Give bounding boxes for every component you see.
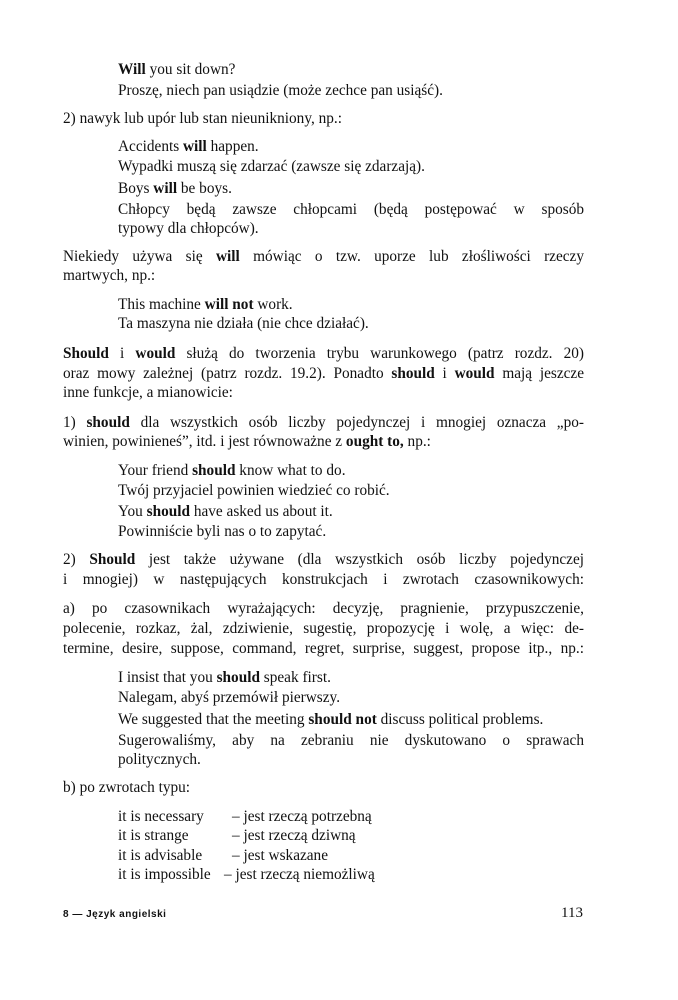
- line-l08: [118, 219, 259, 238]
- text-run: i: [108, 345, 136, 362]
- text-run: np.:: [403, 433, 431, 450]
- text-run: inne funkcje, a mianowicie:: [63, 384, 233, 401]
- text-run: you sit down?: [145, 61, 236, 78]
- phrase-en: it is impossible: [118, 866, 211, 883]
- line-l07: [118, 200, 584, 219]
- text-run: Proszę, niech pan usiądzie (może zechce pan usiąść).: [118, 82, 443, 99]
- footer-signature: 8 — Język angielski: [63, 909, 167, 920]
- text-run: be boys.: [177, 180, 232, 197]
- text-run: know what to do.: [235, 462, 346, 479]
- line-l13: [63, 344, 584, 363]
- line-l19: [118, 481, 390, 500]
- text-run: Chłopcy będą zawsze chłopcami (będą postępować w sposób: [118, 201, 584, 218]
- phrase-en: it is strange: [118, 827, 189, 844]
- line-l03: [63, 109, 342, 128]
- bold-keyword: will: [183, 138, 207, 155]
- line-l32: [63, 778, 190, 797]
- line-l05: [118, 157, 425, 176]
- page-number: 113: [561, 905, 583, 921]
- text-run: Powinniście byli nas o to zapytać.: [118, 523, 327, 540]
- bold-keyword: should: [216, 669, 260, 686]
- text-run: Ta maszyna nie działa (nie chce działać).: [118, 315, 369, 332]
- text-run: 2) nawyk lub upór lub stan nieunikniony, np.:: [63, 110, 342, 127]
- bold-keyword: would: [135, 345, 176, 362]
- bold-keyword: will not: [204, 296, 254, 313]
- text-run: termine, desire, suppose, command, regret, surprise, suggest, propose itp., np.:: [63, 640, 584, 657]
- text-run: mówiąc o tzw. uporze lub złośliwości rzeczy: [239, 248, 584, 265]
- phrase-pl: – jest rzeczą niemożliwą: [224, 866, 375, 883]
- line-l01: [118, 60, 235, 79]
- bold-keyword: will: [153, 180, 178, 197]
- phrase-en: it is advisable: [118, 847, 203, 864]
- bold-keyword: would: [454, 365, 495, 382]
- line-l30: [118, 731, 584, 750]
- text-run: You: [118, 503, 147, 520]
- bold-keyword: should not: [308, 711, 377, 728]
- text-run: dla wszystkich osób liczby pojedynczej i mnogiej oznacza „po-: [129, 414, 584, 431]
- line-l04: [118, 137, 259, 156]
- text-run: b) po zwrotach typu:: [63, 779, 191, 796]
- line-l02: [118, 81, 443, 100]
- text-run: martwych, np.:: [63, 267, 156, 284]
- bold-keyword: will: [215, 248, 240, 265]
- text-run: 1): [63, 414, 87, 431]
- line-l29: [118, 710, 543, 729]
- line-l18: [118, 461, 346, 480]
- text-run: speak first.: [259, 669, 331, 686]
- bold-keyword: should: [86, 414, 130, 431]
- text-run: work.: [253, 296, 293, 313]
- line-l14: [63, 364, 584, 383]
- line-l15: [63, 383, 233, 402]
- line-l20: [118, 502, 333, 521]
- text-run: 2): [63, 551, 90, 568]
- bold-keyword: Should: [89, 551, 136, 568]
- phrase-pl: – jest rzeczą potrzebną: [232, 808, 372, 825]
- phrase-en: it is necessary: [118, 808, 204, 825]
- bold-keyword: Should: [63, 345, 109, 362]
- text-run: mają jeszcze: [494, 365, 584, 382]
- text-run: Accidents: [118, 138, 183, 155]
- line-l24: [63, 599, 584, 618]
- text-run: i: [434, 365, 455, 382]
- line-l12: [118, 314, 369, 333]
- bold-keyword: should: [391, 365, 435, 382]
- text-run: typowy dla chłopców).: [118, 220, 259, 237]
- text-run: Your friend: [118, 462, 193, 479]
- text-run: oraz mowy zależnej (patrz rozdz. 19.2). Ponadto: [63, 365, 392, 382]
- text-run: Niekiedy używa się: [63, 248, 216, 265]
- text-run: winien, powinieneś”, itd. i jest równoważne z: [63, 433, 346, 450]
- text-run: służą do tworzenia trybu warunkowego (patrz rozdz. 20): [175, 345, 584, 362]
- line-l26: [63, 639, 584, 658]
- text-run: politycznych.: [118, 751, 201, 768]
- phrase-pl: – jest rzeczą dziwną: [232, 827, 356, 844]
- text-run: Wypadki muszą się zdarzać (zawsze się zdarzają).: [118, 158, 425, 175]
- text-run: happen.: [206, 138, 259, 155]
- line-l25: [63, 619, 584, 638]
- line-l11: [118, 295, 293, 314]
- text-run: jest także używane (dla wszystkich osób liczby pojedynczej: [135, 551, 584, 568]
- bold-keyword: ought to,: [345, 433, 404, 450]
- text-run: a) po czasownikach wyrażających: decyzję, pragnienie, przypuszczenie,: [63, 600, 584, 617]
- bold-keyword: should: [192, 462, 236, 479]
- text-run: This machine: [118, 296, 205, 313]
- line-l10: [63, 266, 155, 285]
- line-l06: [118, 179, 232, 198]
- text-run: have asked us about it.: [190, 503, 333, 520]
- line-l31: [118, 750, 201, 769]
- text-run: We suggested that the meeting: [118, 711, 309, 728]
- line-l23: [63, 570, 584, 589]
- text-run: discuss political problems.: [376, 711, 544, 728]
- text-run: polecenie, rozkaz, żal, zdziwienie, sugestię, propozycję i wolę, a więc: de-: [63, 620, 584, 637]
- line-l09: [63, 247, 584, 266]
- line-l16: [63, 413, 584, 432]
- bold-keyword: Will: [118, 61, 146, 78]
- phrase-pl: – jest wskazane: [232, 847, 328, 864]
- text-run: Boys: [118, 180, 154, 197]
- text-run: I insist that you: [118, 669, 217, 686]
- text-run: Sugerowaliśmy, aby na zebraniu nie dyskutowano o sprawach: [118, 732, 584, 749]
- bold-keyword: should: [146, 503, 191, 520]
- line-l17: [63, 432, 431, 451]
- text-run: Twój przyjaciel powinien wiedzieć co robić.: [118, 482, 390, 499]
- line-l22: [63, 550, 584, 569]
- text-run: i mnogiej) w następujących konstrukcjach i zwrotach czasownikowych:: [63, 571, 584, 588]
- line-l28: [118, 688, 340, 707]
- text-run: Nalegam, abyś przemówił pierwszy.: [118, 689, 341, 706]
- line-l21: [118, 522, 326, 541]
- line-l27: [118, 668, 331, 687]
